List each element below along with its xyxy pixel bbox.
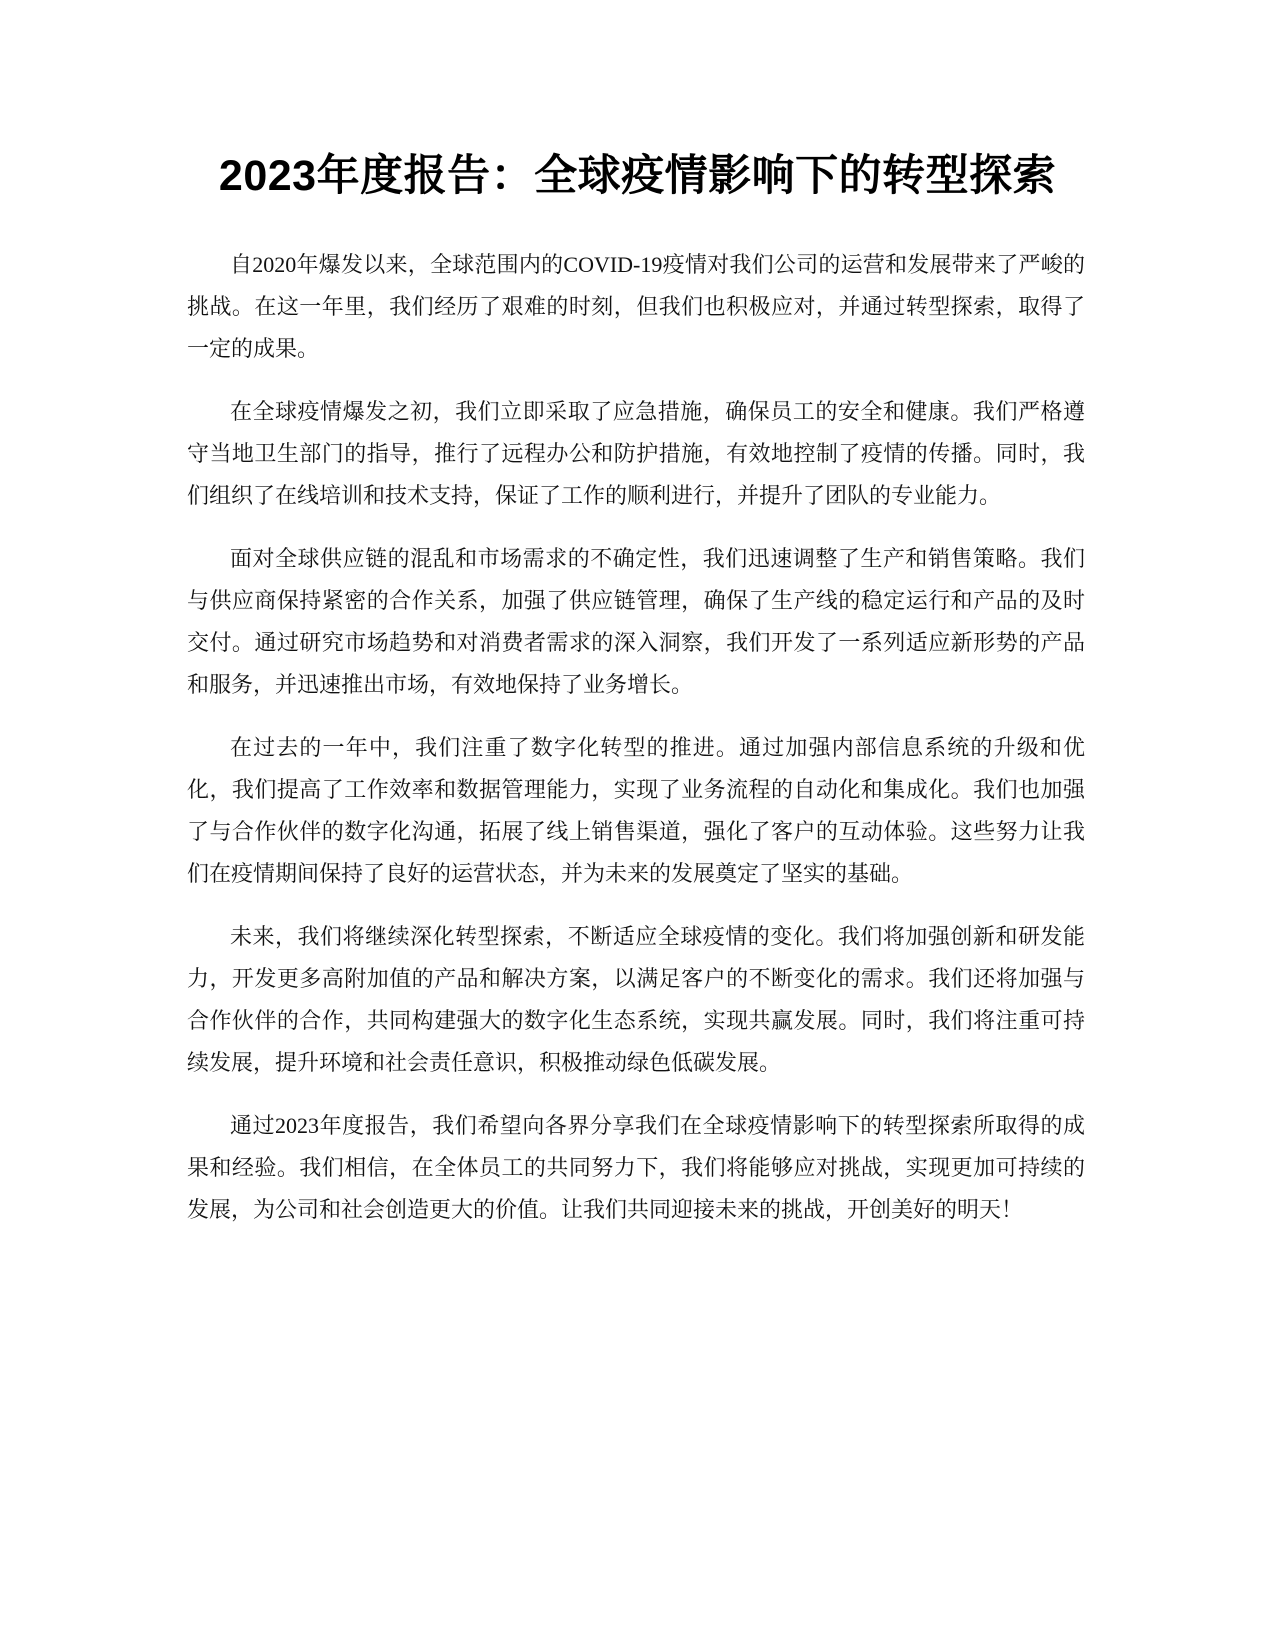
- paragraph-1: 自2020年爆发以来，全球范围内的COVID-19疫情对我们公司的运营和发展带来了严峻的挑战。在这一年里，我们经历了艰难的时刻，但我们也积极应对，并通过转型探索，取得了一定的成果。: [187, 252, 1085, 361]
- paragraph-2: 在全球疫情爆发之初，我们立即采取了应急措施，确保员工的安全和健康。我们严格遵守当地卫生部门的指导，推行了远程办公和防护措施，有效地控制了疫情的传播。同时，我们组织了在线培训和技术支持，保证了工作的顺利进行，并提升了团队的专业能力。: [187, 399, 1085, 508]
- document-body: [187, 244, 1085, 1252]
- paragraph-3: 面对全球供应链的混乱和市场需求的不确定性，我们迅速调整了生产和销售策略。我们与供应商保持紧密的合作关系，加强了供应链管理，确保了生产线的稳定运行和产品的及时交付。通过研究市场趋势和对消费者需求的深入洞察，我们开发了一系列适应新形势的产品和服务，并迅速推出市场，有效地保持了业务增长。: [187, 546, 1085, 697]
- paragraph-4: 在过去的一年中，我们注重了数字化转型的推进。通过加强内部信息系统的升级和优化，我们提高了工作效率和数据管理能力，实现了业务流程的自动化和集成化。我们也加强了与合作伙伴的数字化沟通，拓展了线上销售渠道，强化了客户的互动体验。这些努力让我们在疫情期间保持了良好的运营状态，并为未来的发展奠定了坚实的基础。: [187, 735, 1085, 886]
- document-title: 2023年度报告：全球疫情影响下的转型探索: [218, 152, 1057, 200]
- paragraph-6: 通过2023年度报告，我们希望向各界分享我们在全球疫情影响下的转型探索所取得的成果和经验。我们相信，在全体员工的共同努力下，我们将能够应对挑战，实现更加可持续的发展，为公司和社会创造更大的价值。让我们共同迎接未来的挑战，开创美好的明天！: [187, 1113, 1085, 1222]
- paragraph-5: 未来，我们将继续深化转型探索，不断适应全球疫情的变化。我们将加强创新和研发能力，开发更多高附加值的产品和解决方案，以满足客户的不断变化的需求。我们还将加强与合作伙伴的合作，共同构建强大的数字化生态系统，实现共赢发展。同时，我们将注重可持续发展，提升环境和社会责任意识，积极推动绿色低碳发展。: [187, 924, 1085, 1075]
